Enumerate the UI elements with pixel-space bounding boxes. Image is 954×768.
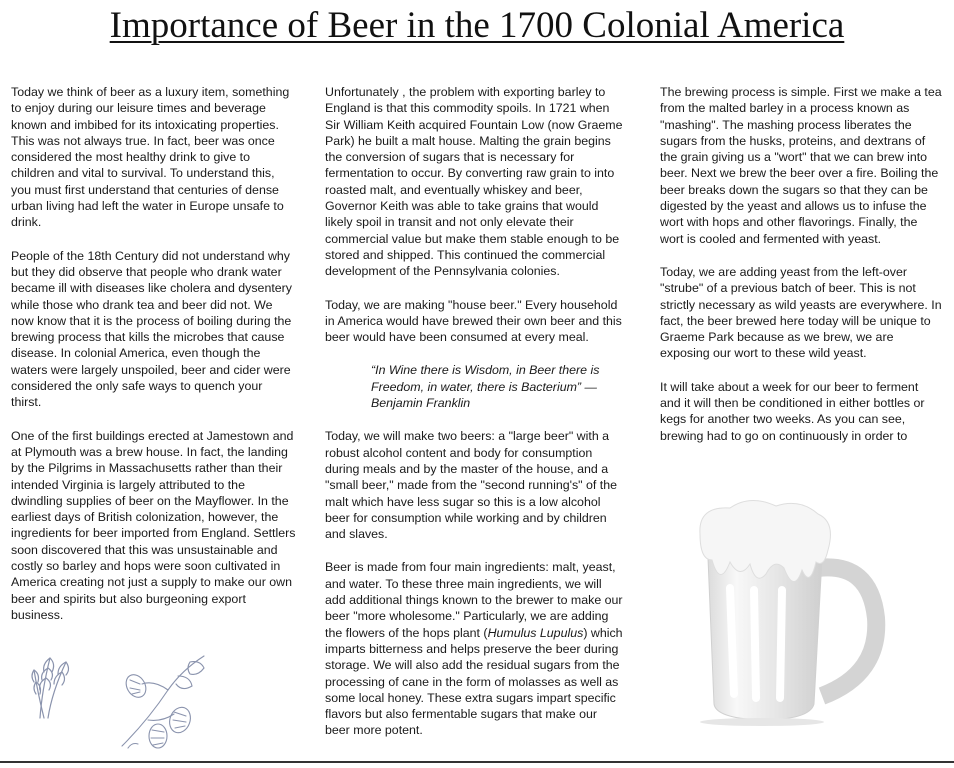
wheat-icon [26, 650, 86, 720]
paragraph-ingredients [325, 559, 625, 738]
paragraph: Today we think of beer as a luxury item, something to enjoy during our leisure times and beverage known and imbibed for its intoxicating properties. This was not always true. In fact, beer was once considered the most healthy drink to give to children and vital to survival. To understand this, you must first understand that centuries of dense urban living had left the water in Europe unsafe to drink. [11, 85, 290, 230]
column-3 [660, 84, 942, 461]
paragraph: One of the first buildings erected at Jamestown and at Plymouth was a brew house. In fact, the landing by the Pilgrims in Massachusetts rather than their intended Virginia is largely attributed to the dwindling supplies of beer on the Mayflower. In the earliest days of British colonization, however, the ingredients for beer imported from England. Settlers soon discovered that this was unsustainable and costly so barley and hops were soon cultivated in America creating not just a supply to make our own beer and spirits but also burgeoning export business. [11, 428, 296, 622]
hops-icon [118, 650, 218, 752]
text-run: ) which imparts bitterness and helps preserve the beer during storage. We will also add the residual sugars from the processing of cane in the form of molasses as well as some local honey. These extra sugars impart specific flavors but also fermentable sugars that make our beer more potent. [325, 625, 623, 738]
paragraph: Unfortunately , the problem with exporting barley to England is that this commodity spoils. In 1721 when Sir William Keith acquired Fountain Low (now Graeme Park) he built a malt house. Malting the grain begins the conversion of sugars that is necessary for fermentation to occur. By converting raw grain to into roasted malt, and eventually whiskey and beer, Governor Keith was able to take grains that would likely spoil in transit and not only elevate their commercial value but make them stable enough to be stored and shipped. This continued the commercial development of the Pennsylvania colonies. [325, 85, 623, 279]
paragraph: People of the 18th Century did not understand why but they did observe that people who drank water became ill with diseases like cholera and dysentery while those who drank tea and beer did not. We now know that it is the process of boiling during the brewing process that kills the microbes that cause disease. In colonial America, even though the waters were largely unspoiled, beer and cider were considered the only safe ways to quench your thirst. [11, 248, 292, 410]
page-title: Importance of Beer in the 1700 Colonial America [109, 5, 845, 46]
bottom-rule [0, 761, 954, 763]
paragraph: The brewing process is simple. First we make a tea from the malted barley in a process known as "mashing". The mashing process liberates the sugars from the husks, proteins, and dextrans of the grain giving us a "wort" that we can brew into beer. Next we brew the beer over a fire. Boiling the beer breaks down the sugars so that they can be digested by the yeast and allows us to infuse the wort with hops and other flavorings. Finally, the wort is cooled and fermented with yeast. [660, 85, 942, 246]
franklin-quote: “In Wine there is Wisdom, in Beer there is Freedom, in water, there is Bacterium” — Benjamin Franklin [371, 363, 600, 411]
paragraph: Today, we are making "house beer." Every household in America would have brewed their own beer and this beer would have been consumed at every meal. [325, 297, 622, 345]
column-2 [325, 84, 625, 756]
text-run: Beer is made from four main ingredients: malt, yeast, and water. To these three main ingredients, we will add additional things known to the brewer to make our beer "more wholesome." Particularly, we are adding the flowers of the hops plant ( [325, 560, 623, 640]
paragraph: Today, we are adding yeast from the left-over "strube" of a previous batch of beer. This is not strictly necessary as wild yeasts are everywhere. In fact, the beer brewed here today will be unique to Graeme Park because as we brew, we are exposing our wort to these wild yeast. [660, 264, 942, 361]
latin-name: Humulus Lupulus [487, 625, 584, 640]
beer-mug-icon [690, 498, 890, 728]
paragraph: It will take about a week for our beer to ferment and it will then be conditioned in either bottles or kegs for another two weeks. As you can see, brewing had to go on continuously in order to [660, 379, 925, 443]
paragraph: Today, we will make two beers: a "large beer" with a robust alcohol content and body for consumption during meals and by the master of the house, and a "small beer," made from the "second running's" of the malt which have less sugar so this is a low alcohol beer for consumption while working and by children and slaves. [325, 429, 618, 542]
column-1 [11, 84, 296, 640]
